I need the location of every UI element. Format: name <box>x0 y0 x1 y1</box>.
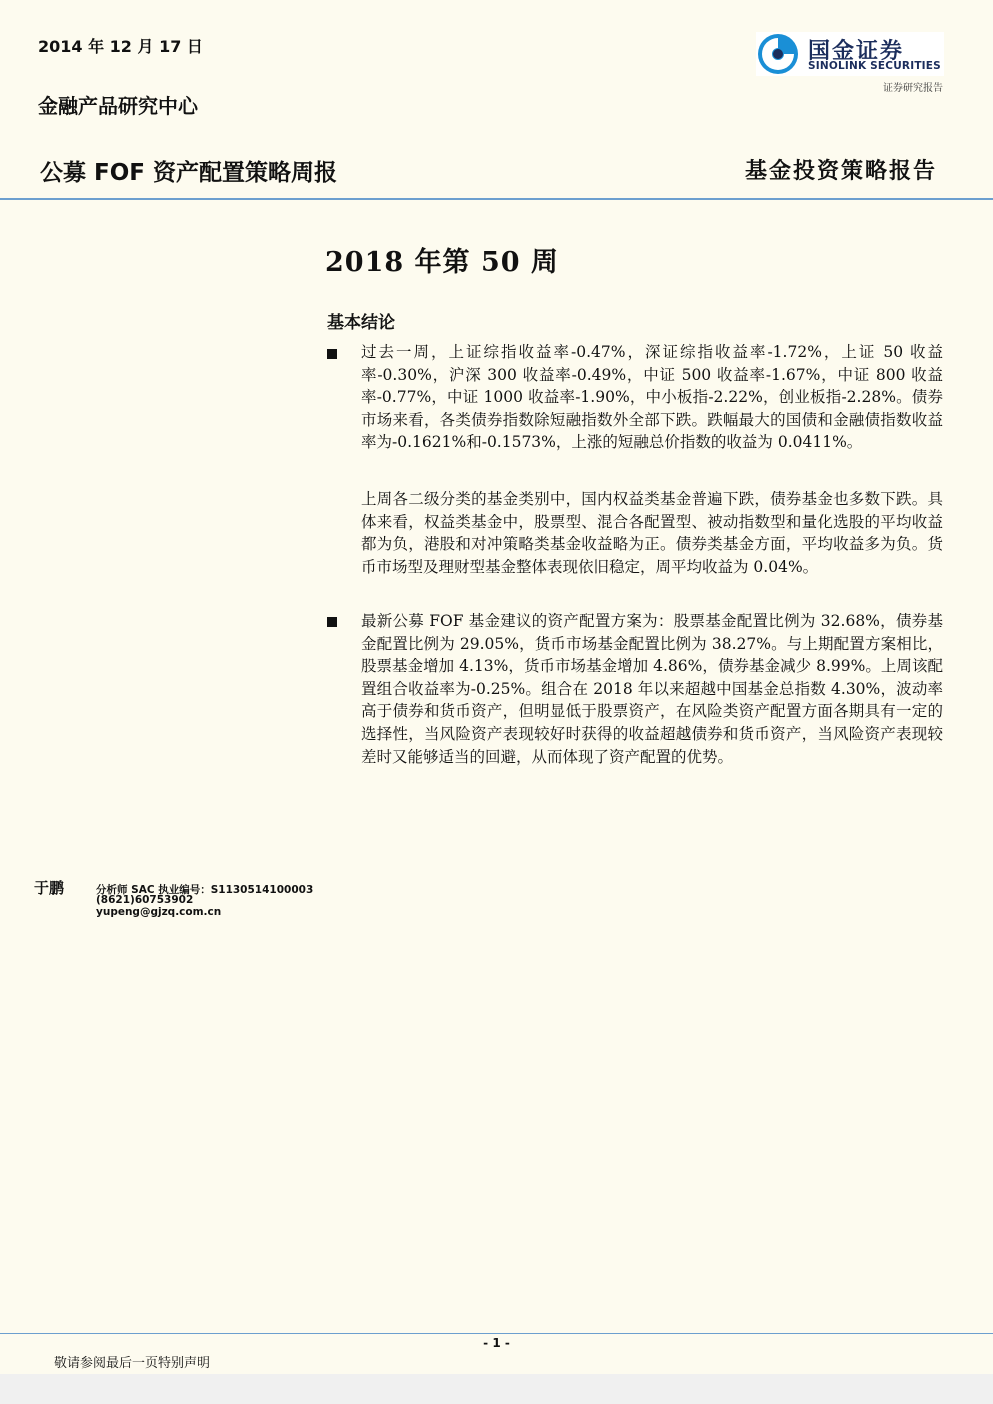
bullet-marker <box>327 349 337 359</box>
header-divider <box>0 198 993 200</box>
analyst-phone: (8621)60753902 <box>96 894 194 906</box>
department-name: 金融产品研究中心 <box>38 94 198 118</box>
logo-subtitle: 证券研究报告 <box>883 83 943 94</box>
logo-name-en: SINOLINK SECURITIES <box>808 60 941 72</box>
paragraph-market-review: 过去一周，上证综指收益率-0.47%，深证综指收益率-1.72%，上证 50 收益率-0.30%，沪深 300 收益率-0.49%，中证 500 收益率-1.67%，中证 800 收益率-0.77%，中证 1000 收益率-1.90%，中小板指-2.22%，创业板指-2.28%。债券市场来看，各类债券指数除短融指数外全部下跌。跌幅最大的国债和金融债指数收益率为-0.1621%和-0.1573%，上涨的短融总价指数的收益为 0.0411%。 <box>361 343 943 452</box>
footer-divider <box>0 1333 993 1334</box>
report-type: 基金投资策略报告 <box>744 158 937 184</box>
section-heading: 基本结论 <box>327 313 395 333</box>
disclaimer-note: 敬请参阅最后一页特别声明 <box>54 1356 211 1371</box>
paragraph-allocation: 最新公募 FOF 基金建议的资产配置方案为：股票基金配置比例为 32.68%，债券基金配置比例为 29.05%，货币市场基金配置比例为 38.27%。与上期配置方案相比，股票基金增加 4.13%，货币市场基金增加 4.86%，债券基金减少 8.99%。上周该配置组合收益率为-0.25%。组合在 2018 年以来超越中国基金总指数 4.30%，波动率高于债券和货币资产，但明显低于股票资产，在风险类资产配置方面各期具有一定的选择性，当风险资产表现较好时获得的收益超越债券和货币资产，当风险资产表现较差时又能够适当的回避，从而体现了资产配置的优势。 <box>361 612 943 766</box>
analyst-name: 于鹏 <box>34 879 65 897</box>
logo-name-cn: 国金证券 <box>808 39 905 64</box>
week-title: 2018 年第 50 周 <box>325 247 559 278</box>
report-title: 公募 FOF 资产配置策略周报 <box>40 160 337 186</box>
footer-band <box>0 1374 993 1404</box>
analyst-email[interactable]: yupeng@gjzq.com.cn <box>96 906 222 918</box>
analyst-cert: 分析师 SAC 执业编号：S1130514100003 <box>96 884 314 896</box>
paragraph-fund-review: 上周各二级分类的基金类别中，国内权益类基金普遍下跌，债券基金也多数下跌。具体来看，权益类基金中，股票型、混合各配置型、被动指数型和量化选股的平均收益都为负，港股和对冲策略类基金收益略为正。债券类基金方面，平均收益多为负。货币市场型及理财型基金整体表现依旧稳定，周平均收益为 0.04%。 <box>361 490 943 576</box>
bullet-marker <box>327 617 337 627</box>
page-number: - 1 - <box>483 1336 510 1350</box>
report-date: 2014 年 12 月 17 日 <box>38 37 203 56</box>
